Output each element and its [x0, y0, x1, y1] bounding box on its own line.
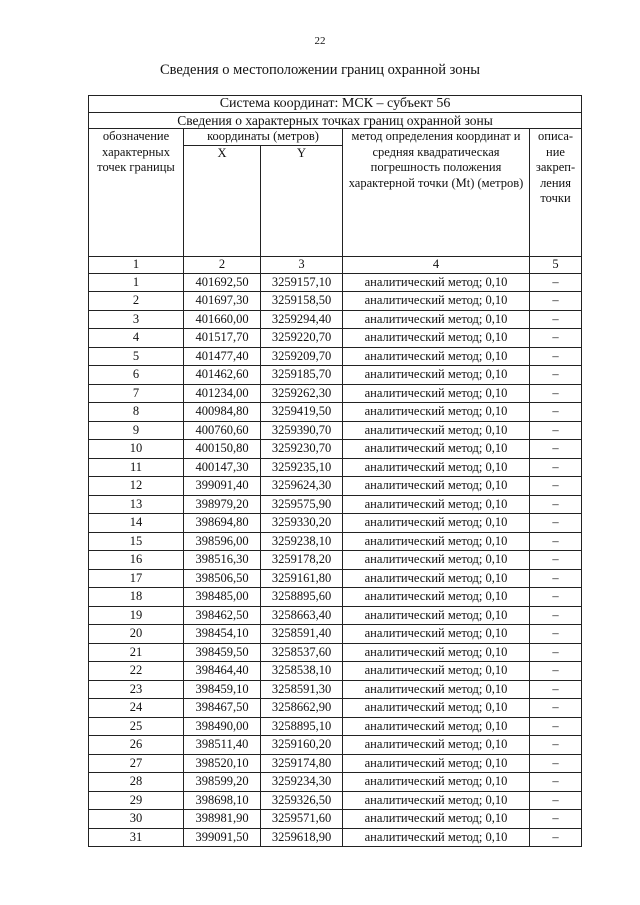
x-coordinate-cell: 401234,00 [184, 384, 261, 403]
y-coordinate-cell: 3259235,10 [261, 458, 343, 477]
method-cell: аналитический метод; 0,10 [343, 773, 530, 792]
boundary-points-table [88, 95, 582, 847]
x-coordinate-cell: 398694,80 [184, 514, 261, 533]
point-number-cell: 31 [89, 828, 184, 847]
point-number-cell: 25 [89, 717, 184, 736]
method-cell: аналитический метод; 0,10 [343, 329, 530, 348]
method-cell: аналитический метод; 0,10 [343, 643, 530, 662]
point-number-cell: 15 [89, 532, 184, 551]
method-cell: аналитический метод; 0,10 [343, 440, 530, 459]
x-coordinate-cell: 398462,50 [184, 606, 261, 625]
description-cell: – [530, 310, 582, 329]
description-cell: – [530, 273, 582, 292]
description-cell: – [530, 754, 582, 773]
method-cell: аналитический метод; 0,10 [343, 421, 530, 440]
y-coordinate-cell: 3259294,40 [261, 310, 343, 329]
description-cell: – [530, 791, 582, 810]
header-method: метод определения координат и средняя квадратическая погрешность положения характерной точки (Mt) (метров) [343, 129, 530, 257]
y-coordinate-cell: 3259326,50 [261, 791, 343, 810]
point-number-cell: 21 [89, 643, 184, 662]
method-cell: аналитический метод; 0,10 [343, 606, 530, 625]
point-number-cell: 30 [89, 810, 184, 829]
table-row [89, 588, 582, 607]
x-coordinate-cell: 398454,10 [184, 625, 261, 644]
point-number-cell: 16 [89, 551, 184, 570]
column-number: 3 [261, 257, 343, 274]
table-row [89, 532, 582, 551]
x-coordinate-cell: 398459,10 [184, 680, 261, 699]
point-number-cell: 23 [89, 680, 184, 699]
method-cell: аналитический метод; 0,10 [343, 310, 530, 329]
method-cell: аналитический метод; 0,10 [343, 292, 530, 311]
y-coordinate-cell: 3259209,70 [261, 347, 343, 366]
x-coordinate-cell: 398490,00 [184, 717, 261, 736]
table-row [89, 699, 582, 718]
column-number: 5 [530, 257, 582, 274]
x-coordinate-cell: 401697,30 [184, 292, 261, 311]
header-x: X [184, 146, 261, 257]
point-number-cell: 28 [89, 773, 184, 792]
method-cell: аналитический метод; 0,10 [343, 477, 530, 496]
x-coordinate-cell: 399091,50 [184, 828, 261, 847]
x-coordinate-cell: 398596,00 [184, 532, 261, 551]
description-cell: – [530, 514, 582, 533]
description-cell: – [530, 643, 582, 662]
x-coordinate-cell: 401692,50 [184, 273, 261, 292]
x-coordinate-cell: 401477,40 [184, 347, 261, 366]
method-cell: аналитический метод; 0,10 [343, 384, 530, 403]
description-cell: – [530, 828, 582, 847]
table-row [89, 810, 582, 829]
header-coordinates: координаты (метров) [184, 129, 343, 146]
header-description: описа-ние закреп-ления точки [530, 129, 582, 257]
description-cell: – [530, 773, 582, 792]
y-coordinate-cell: 3258538,10 [261, 662, 343, 681]
y-coordinate-cell: 3259160,20 [261, 736, 343, 755]
document-title: Сведения о местоположении границ охранной зоны [159, 62, 480, 78]
table-row [89, 329, 582, 348]
point-number-cell: 26 [89, 736, 184, 755]
description-cell: – [530, 477, 582, 496]
table-row [89, 791, 582, 810]
point-number-cell: 12 [89, 477, 184, 496]
point-number-cell: 9 [89, 421, 184, 440]
y-coordinate-cell: 3258895,60 [261, 588, 343, 607]
table-row [89, 403, 582, 422]
description-cell: – [530, 551, 582, 570]
table-row [89, 310, 582, 329]
y-coordinate-cell: 3259571,60 [261, 810, 343, 829]
page-number: 22 [314, 35, 326, 47]
y-coordinate-cell: 3259185,70 [261, 366, 343, 385]
x-coordinate-cell: 401660,00 [184, 310, 261, 329]
x-coordinate-cell: 398485,00 [184, 588, 261, 607]
section-title: Сведения о характерных точках границ охранной зоны [89, 112, 582, 129]
method-cell: аналитический метод; 0,10 [343, 810, 530, 829]
x-coordinate-cell: 400147,30 [184, 458, 261, 477]
coordinate-system-label: Система координат: МСК – субъект 56 [89, 96, 582, 113]
table-row [89, 828, 582, 847]
description-cell: – [530, 606, 582, 625]
description-cell: – [530, 384, 582, 403]
y-coordinate-cell: 3258662,90 [261, 699, 343, 718]
table-row [89, 662, 582, 681]
x-coordinate-cell: 400984,80 [184, 403, 261, 422]
point-number-cell: 3 [89, 310, 184, 329]
description-cell: – [530, 662, 582, 681]
method-cell: аналитический метод; 0,10 [343, 625, 530, 644]
description-cell: – [530, 736, 582, 755]
method-cell: аналитический метод; 0,10 [343, 495, 530, 514]
y-coordinate-cell: 3259158,50 [261, 292, 343, 311]
table-row [89, 458, 582, 477]
method-cell: аналитический метод; 0,10 [343, 791, 530, 810]
table-row [89, 606, 582, 625]
table-row [89, 292, 582, 311]
x-coordinate-cell: 398459,50 [184, 643, 261, 662]
table-row [89, 569, 582, 588]
y-coordinate-cell: 3259624,30 [261, 477, 343, 496]
y-coordinate-cell: 3258663,40 [261, 606, 343, 625]
x-coordinate-cell: 398979,20 [184, 495, 261, 514]
x-coordinate-cell: 398464,40 [184, 662, 261, 681]
method-cell: аналитический метод; 0,10 [343, 588, 530, 607]
point-number-cell: 24 [89, 699, 184, 718]
description-cell: – [530, 403, 582, 422]
point-number-cell: 1 [89, 273, 184, 292]
method-cell: аналитический метод; 0,10 [343, 699, 530, 718]
y-coordinate-cell: 3259178,20 [261, 551, 343, 570]
table-row [89, 773, 582, 792]
header-point-designation: обозначение характерных точек границы [89, 129, 184, 257]
points-table-body [89, 273, 582, 847]
table-row [89, 384, 582, 403]
x-coordinate-cell: 398520,10 [184, 754, 261, 773]
y-coordinate-cell: 3259220,70 [261, 329, 343, 348]
description-cell: – [530, 810, 582, 829]
method-cell: аналитический метод; 0,10 [343, 403, 530, 422]
point-number-cell: 4 [89, 329, 184, 348]
table-row [89, 421, 582, 440]
y-coordinate-cell: 3259161,80 [261, 569, 343, 588]
description-cell: – [530, 717, 582, 736]
point-number-cell: 29 [89, 791, 184, 810]
x-coordinate-cell: 399091,40 [184, 477, 261, 496]
table-row [89, 366, 582, 385]
description-cell: – [530, 292, 582, 311]
table-row [89, 347, 582, 366]
method-cell: аналитический метод; 0,10 [343, 662, 530, 681]
description-cell: – [530, 421, 582, 440]
description-cell: – [530, 458, 582, 477]
y-coordinate-cell: 3259575,90 [261, 495, 343, 514]
table-row [89, 717, 582, 736]
description-cell: – [530, 588, 582, 607]
point-number-cell: 17 [89, 569, 184, 588]
method-cell: аналитический метод; 0,10 [343, 828, 530, 847]
x-coordinate-cell: 398516,30 [184, 551, 261, 570]
description-cell: – [530, 495, 582, 514]
x-coordinate-cell: 398599,20 [184, 773, 261, 792]
x-coordinate-cell: 398467,50 [184, 699, 261, 718]
method-cell: аналитический метод; 0,10 [343, 754, 530, 773]
method-cell: аналитический метод; 0,10 [343, 273, 530, 292]
table-row [89, 643, 582, 662]
description-cell: – [530, 440, 582, 459]
x-coordinate-cell: 398698,10 [184, 791, 261, 810]
table-row [89, 273, 582, 292]
table-row [89, 477, 582, 496]
method-cell: аналитический метод; 0,10 [343, 717, 530, 736]
method-cell: аналитический метод; 0,10 [343, 458, 530, 477]
point-number-cell: 10 [89, 440, 184, 459]
x-coordinate-cell: 400760,60 [184, 421, 261, 440]
method-cell: аналитический метод; 0,10 [343, 569, 530, 588]
column-number: 2 [184, 257, 261, 274]
method-cell: аналитический метод; 0,10 [343, 366, 530, 385]
y-coordinate-cell: 3259618,90 [261, 828, 343, 847]
table-row [89, 625, 582, 644]
y-coordinate-cell: 3259238,10 [261, 532, 343, 551]
table-row [89, 495, 582, 514]
description-cell: – [530, 329, 582, 348]
method-cell: аналитический метод; 0,10 [343, 514, 530, 533]
method-cell: аналитический метод; 0,10 [343, 551, 530, 570]
y-coordinate-cell: 3259390,70 [261, 421, 343, 440]
point-number-cell: 7 [89, 384, 184, 403]
y-coordinate-cell: 3259419,50 [261, 403, 343, 422]
description-cell: – [530, 680, 582, 699]
description-cell: – [530, 532, 582, 551]
description-cell: – [530, 625, 582, 644]
column-number: 4 [343, 257, 530, 274]
y-coordinate-cell: 3259174,80 [261, 754, 343, 773]
y-coordinate-cell: 3259234,30 [261, 773, 343, 792]
point-number-cell: 5 [89, 347, 184, 366]
point-number-cell: 14 [89, 514, 184, 533]
point-number-cell: 18 [89, 588, 184, 607]
x-coordinate-cell: 401517,70 [184, 329, 261, 348]
table-row [89, 440, 582, 459]
table-row [89, 514, 582, 533]
x-coordinate-cell: 398506,50 [184, 569, 261, 588]
point-number-cell: 11 [89, 458, 184, 477]
description-cell: – [530, 366, 582, 385]
point-number-cell: 20 [89, 625, 184, 644]
point-number-cell: 19 [89, 606, 184, 625]
x-coordinate-cell: 398981,90 [184, 810, 261, 829]
point-number-cell: 22 [89, 662, 184, 681]
y-coordinate-cell: 3258537,60 [261, 643, 343, 662]
y-coordinate-cell: 3258591,30 [261, 680, 343, 699]
x-coordinate-cell: 401462,60 [184, 366, 261, 385]
method-cell: аналитический метод; 0,10 [343, 736, 530, 755]
description-cell: – [530, 569, 582, 588]
point-number-cell: 13 [89, 495, 184, 514]
method-cell: аналитический метод; 0,10 [343, 680, 530, 699]
y-coordinate-cell: 3259157,10 [261, 273, 343, 292]
y-coordinate-cell: 3258591,40 [261, 625, 343, 644]
column-number: 1 [89, 257, 184, 274]
y-coordinate-cell: 3258895,10 [261, 717, 343, 736]
table-row [89, 680, 582, 699]
method-cell: аналитический метод; 0,10 [343, 347, 530, 366]
point-number-cell: 2 [89, 292, 184, 311]
point-number-cell: 27 [89, 754, 184, 773]
y-coordinate-cell: 3259330,20 [261, 514, 343, 533]
description-cell: – [530, 699, 582, 718]
method-cell: аналитический метод; 0,10 [343, 532, 530, 551]
table-row [89, 551, 582, 570]
y-coordinate-cell: 3259230,70 [261, 440, 343, 459]
x-coordinate-cell: 398511,40 [184, 736, 261, 755]
point-number-cell: 8 [89, 403, 184, 422]
table-row [89, 754, 582, 773]
y-coordinate-cell: 3259262,30 [261, 384, 343, 403]
point-number-cell: 6 [89, 366, 184, 385]
header-y: Y [261, 146, 343, 257]
table-row [89, 736, 582, 755]
description-cell: – [530, 347, 582, 366]
x-coordinate-cell: 400150,80 [184, 440, 261, 459]
